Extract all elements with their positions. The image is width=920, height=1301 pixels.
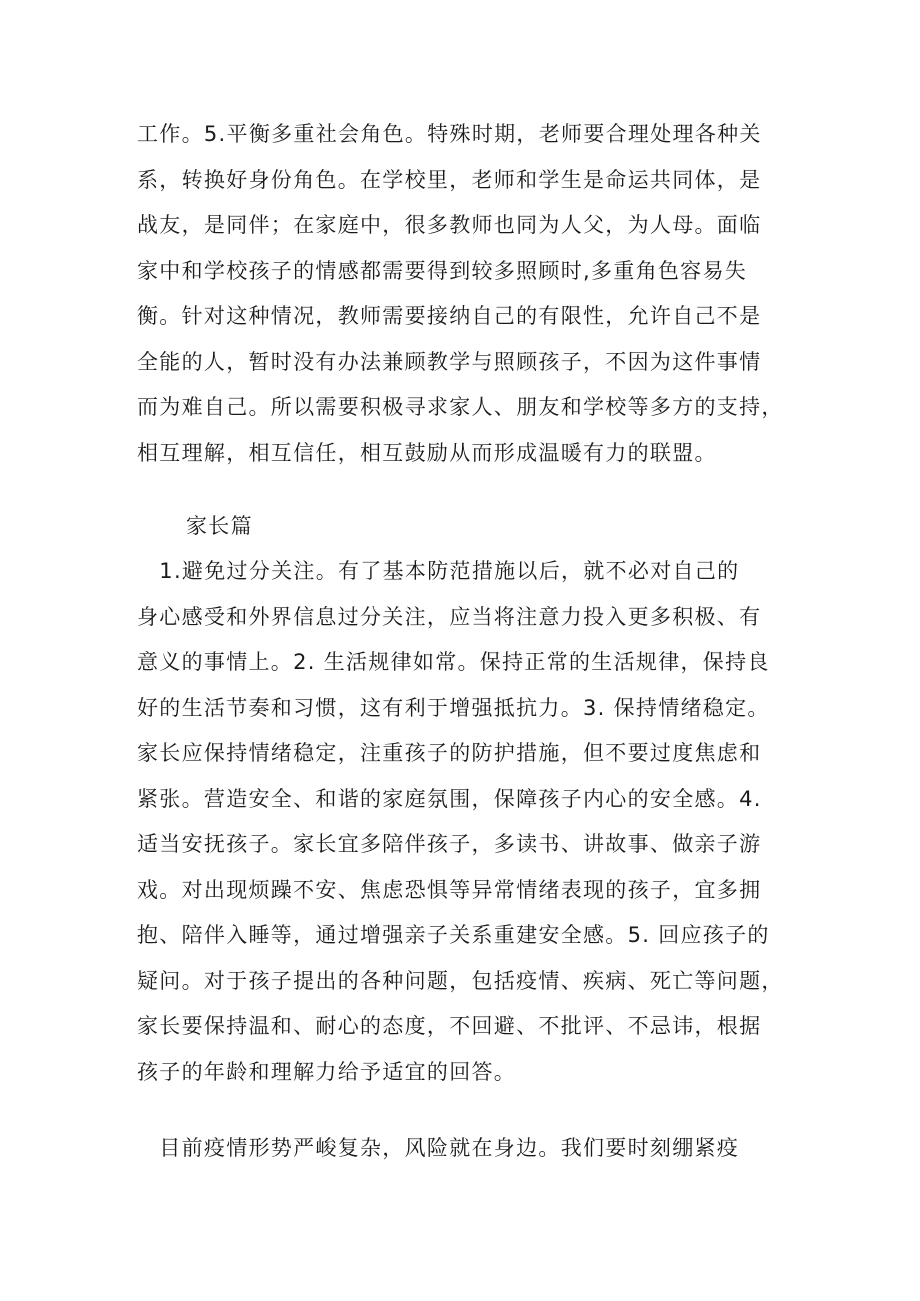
text-line: 抱、陪伴入睡等，通过增强亲子关系重建安全感。5. 回应孩子的: [137, 923, 770, 947]
text-line: 相互理解，相互信任，相互鼓励从而形成温暖有力的联盟。: [137, 440, 717, 465]
text-line: 衡。针对这种情况，教师需要接纳自己的有限性，允许自己不是: [137, 304, 762, 328]
text-line: 系，转换好身份角色。在学校里，老师和学生是命运共同体，是: [137, 167, 762, 192]
text-line: 家长应保持情绪稳定，注重孩子的防护措施，但不要过度焦虑和: [137, 741, 762, 765]
text-line: 好的生活节奏和习惯，这有利于增强抵抗力。3. 保持情绪稳定。: [137, 695, 770, 720]
text-line: 紧张。营造安全、和谐的家庭氛围，保障孩子内心的安全感。4.: [137, 786, 762, 811]
text-line: 战友，是同伴；在家庭中，很多教师也同为人父，为人母。面临: [137, 213, 762, 237]
text-line: 身心感受和外界信息过分关注，应当将注意力投入更多积极、有: [137, 604, 762, 629]
section-heading-parents: 家长篇: [186, 514, 253, 538]
text-line: 适当安抚孩子。家长宜多陪伴孩子，多读书、讲故事、做亲子游: [137, 832, 762, 856]
text-line: 家长要保持温和、耐心的态度，不回避、不批评、不忌讳，根据: [137, 1014, 762, 1038]
text-line: 目前疫情形势严峻复杂，风险就在身边。我们要时刻绷紧疫: [137, 1136, 740, 1160]
text-line: 戏。对出现烦躁不安、焦虑恐惧等异常情绪表现的孩子，宜多拥: [137, 877, 762, 902]
text-line: 意义的事情上。2. 生活规律如常。保持正常的生活规律，保持良: [137, 650, 770, 674]
text-line: 工作。5.平衡多重社会角色。特殊时期，老师要合理处理各种关: [137, 122, 762, 146]
text-line: 家中和学校孩子的情感都需要得到较多照顾时,多重角色容易失: [137, 258, 748, 283]
text-line: 1.避免过分关注。有了基本防范措施以后，就不必对自己的: [137, 559, 740, 583]
text-line: 全能的人，暂时没有办法兼顾教学与照顾孩子，不因为这件事情: [137, 349, 762, 374]
text-line: 疑问。对于孩子提出的各种问题，包括疫情、疾病、死亡等问题，: [137, 968, 784, 993]
text-line: 而为难自己。所以需要积极寻求家人、朋友和学校等多方的支持，: [137, 395, 784, 419]
text-line: 孩子的年龄和理解力给予适宜的回答。: [137, 1059, 517, 1084]
paragraph-teacher-balance: [137, 112, 797, 476]
paragraph-parents-guidance: [137, 549, 797, 1095]
paragraph-closing: [137, 1126, 797, 1172]
